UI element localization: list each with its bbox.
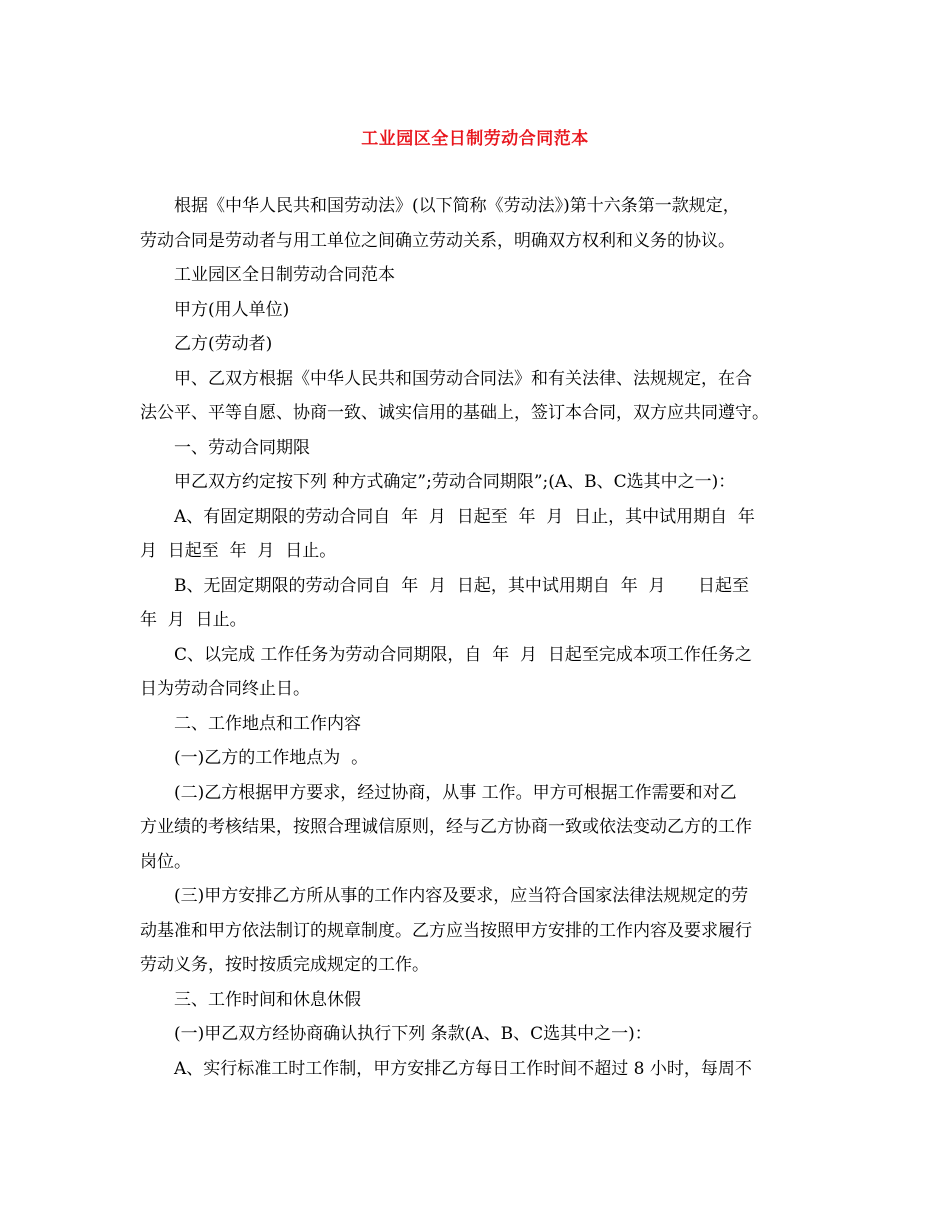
body-text-line: A、实行标准工时工作制，甲方安排乙方每日工作时间不超过 8 小时，每周不: [174, 1058, 752, 1079]
body-text-line: 三、工作时间和休息休假: [174, 989, 361, 1010]
body-text-line: 根据《中华人民共和国劳动法》(以下简称《劳动法》)第十六条第一款规定，: [174, 196, 740, 216]
body-text-line: (一)乙方的工作地点为 。: [174, 748, 369, 768]
document-title: 工业园区全日制劳动合同范本: [361, 129, 589, 149]
body-text-line: 工业园区全日制劳动合同范本: [174, 265, 395, 285]
body-text-line: (一)甲乙双方经协商确认执行下列 条款(A、B、C选其中之一)：: [174, 1024, 652, 1044]
body-text-line: 一、劳动合同期限: [174, 437, 310, 458]
body-text-line: 方业绩的考核结果，按照合理诚信原则，经与乙方协商一致或依法变动乙方的工作: [140, 817, 752, 837]
body-text-line: (二)乙方根据甲方要求，经过协商，从事 工作。甲方可根据工作需要和对乙: [174, 782, 737, 803]
body-text-line: B、无固定期限的劳动合同自 年 月 日起，其中试用期自 年 月 日起至: [174, 575, 749, 596]
body-text-line: 甲方(用人单位): [174, 299, 290, 320]
body-text-line: 甲乙双方约定按下列 种方式确定”;劳动合同期限”;(A、B、C选其中之一)：: [174, 472, 736, 492]
document-body: [140, 192, 815, 1089]
body-text-line: 动基准和甲方依法制订的规章制度。乙方应当按照甲方安排的工作内容及要求履行: [140, 920, 752, 941]
body-text-line: C、以完成 工作任务为劳动合同期限，自 年 月 日起至完成本项工作任务之: [174, 644, 752, 665]
body-text-line: 劳动义务，按时按质完成规定的工作。: [140, 955, 429, 975]
body-text-line: 年 月 日止。: [140, 610, 247, 630]
body-text-line: 岗位。: [140, 851, 191, 872]
body-text-line: 甲、乙双方根据《中华人民共和国劳动合同法》和有关法律、法规规定，在合: [174, 368, 752, 389]
body-text-line: 二、工作地点和工作内容: [174, 713, 361, 734]
body-text-line: A、有固定期限的劳动合同自 年 月 日起至 年 月 日止，其中试用期自 年: [174, 506, 755, 527]
body-text-line: (三)甲方安排乙方所从事的工作内容及要求，应当符合国家法律法规规定的劳: [174, 886, 749, 906]
body-text-line: 法公平、平等自愿、协商一致、诚实信用的基础上，签订本合同，双方应共同遵守。: [140, 403, 769, 423]
body-text-line: 乙方(劳动者): [174, 334, 273, 354]
body-text-line: 日为劳动合同终止日。: [140, 679, 310, 699]
body-text-line: 月 日起至 年 月 日止。: [140, 541, 337, 561]
body-text-line: 劳动合同是劳动者与用工单位之间确立劳动关系，明确双方权利和义务的协议。: [140, 230, 735, 251]
